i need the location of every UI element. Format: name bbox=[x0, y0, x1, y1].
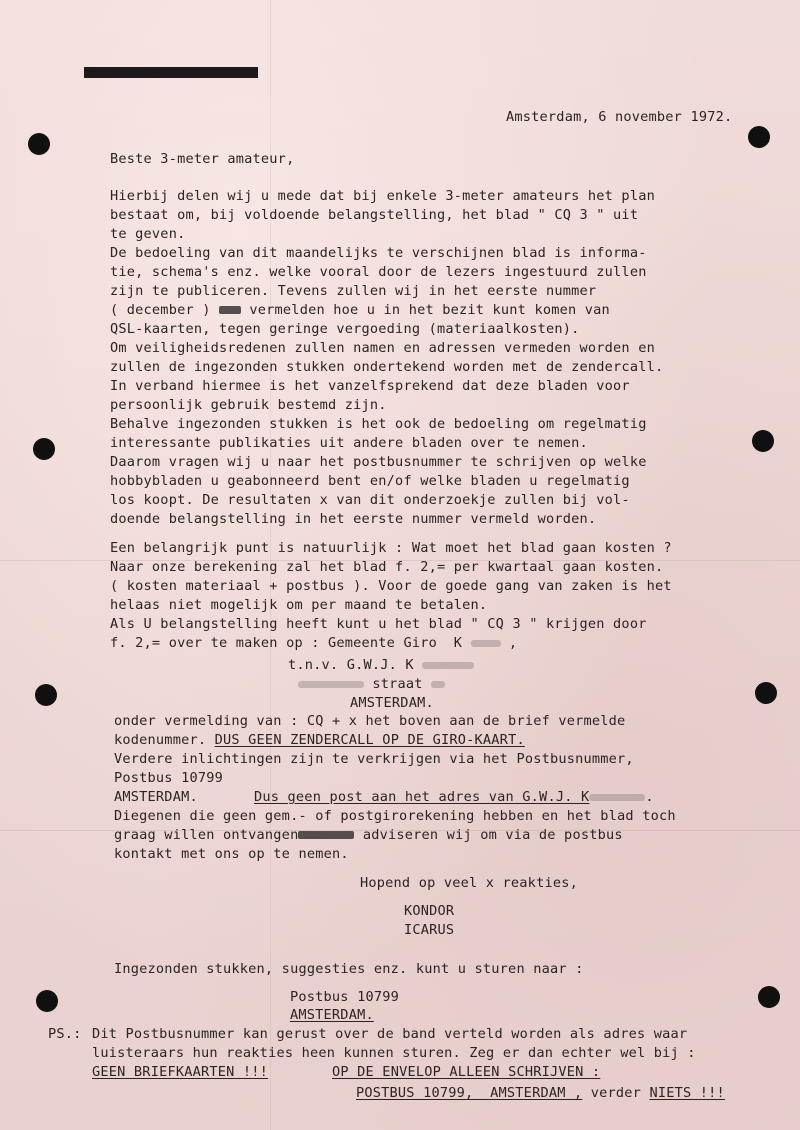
city-line-2: AMSTERDAM. bbox=[114, 789, 198, 805]
body-line: In verband hiermee is het vanzelfsprekend dat deze bladen voor bbox=[110, 378, 630, 394]
redaction-bar bbox=[84, 67, 258, 78]
body-line: persoonlijk gebruik bestemd zijn. bbox=[110, 397, 387, 413]
mention-part: graag willen ontvangen bbox=[114, 827, 299, 843]
postbus-line: Postbus 10799 bbox=[114, 770, 223, 786]
body-line: doende belangstelling in het eerste nummer vermeld worden. bbox=[110, 511, 597, 527]
account-holder-line bbox=[288, 656, 474, 675]
signatory-kondor: KONDOR bbox=[404, 903, 455, 919]
mention-line bbox=[114, 826, 623, 845]
mention-line bbox=[114, 731, 525, 750]
street-label: straat bbox=[372, 676, 423, 692]
punch-hole bbox=[755, 682, 777, 704]
no-mail-warning-line bbox=[254, 788, 654, 807]
city-line: AMSTERDAM. bbox=[350, 695, 434, 711]
body-line: interessante publikaties uit andere bladen over te nemen. bbox=[110, 435, 588, 451]
body-line: QSL-kaarten, tegen geringe vergoeding (materiaalkosten). bbox=[110, 321, 580, 337]
ps-line: Dit Postbusnummer kan gerust over de band verteld worden als adres waar bbox=[92, 1026, 688, 1042]
mention-line: Diegenen die geen gem.- of postgirorekening hebben en het blad toch bbox=[114, 808, 676, 824]
envelope-nothing: NIETS !!! bbox=[649, 1085, 725, 1101]
submissions-postbus: Postbus 10799 bbox=[290, 989, 399, 1005]
redacted-name bbox=[422, 662, 474, 669]
no-mail-period: . bbox=[645, 789, 654, 805]
cost-line: Naar onze berekening zal het blad f. 2,= per kwartaal gaan kosten. bbox=[110, 559, 664, 575]
body-line: te geven. bbox=[110, 226, 186, 242]
punch-hole bbox=[752, 430, 774, 452]
submissions-city: AMSTERDAM. bbox=[290, 1007, 374, 1023]
typed-over-smudge bbox=[298, 831, 354, 839]
giro-comma: , bbox=[508, 635, 518, 651]
date-line: Amsterdam, 6 november 1972. bbox=[506, 109, 733, 125]
envelope-address-line bbox=[356, 1084, 725, 1103]
punch-hole bbox=[36, 990, 58, 1012]
body-line-part: ( december ) bbox=[110, 302, 219, 318]
signatory-icarus: ICARUS bbox=[404, 922, 455, 938]
body-line: zijn te publiceren. Tevens zullen wij in het eerste nummer bbox=[110, 283, 597, 299]
street-line bbox=[298, 675, 445, 694]
ps-line: luisteraars hun reakties heen kunnen sturen. Zeg er dan echter wel bij : bbox=[92, 1045, 696, 1061]
submissions-line: Ingezonden stukken, suggesties enz. kunt u sturen naar : bbox=[114, 961, 584, 977]
redacted-housenumber bbox=[431, 681, 445, 688]
body-line: tie, schema's enz. welke vooral door de lezers ingestuurd zullen bbox=[110, 264, 647, 280]
body-line-part: vermelden hoe u in het bezit kunt komen van bbox=[249, 302, 610, 318]
body-line bbox=[110, 301, 610, 320]
mention-part: adviseren wij om via de postbus bbox=[354, 827, 623, 843]
redacted-number bbox=[471, 640, 501, 647]
no-callsign-warning: DUS GEEN ZENDERCALL OP DE GIRO-KAART. bbox=[214, 732, 525, 748]
body-line: Om veiligheidsredenen zullen namen en adressen vermeden worden en bbox=[110, 340, 655, 356]
cost-line: Een belangrijk punt is natuurlijk : Wat moet het blad gaan kosten ? bbox=[110, 540, 672, 556]
closing-line: Hopend op veel x reakties, bbox=[360, 875, 578, 891]
mention-line: kontakt met ons op te nemen. bbox=[114, 846, 349, 862]
body-line: zullen de ingezonden stukken ondertekend worden met de zendercall. bbox=[110, 359, 664, 375]
punch-hole bbox=[33, 438, 55, 460]
ps-label: PS.: bbox=[48, 1026, 82, 1042]
giro-line bbox=[110, 634, 517, 653]
punch-hole bbox=[748, 126, 770, 148]
redacted-street bbox=[298, 681, 364, 688]
cost-line: Als U belangstelling heeft kunt u het blad " CQ 3 " krijgen door bbox=[110, 616, 647, 632]
envelope-further: verder bbox=[582, 1085, 650, 1101]
giro-label: f. 2,= over te maken op : Gemeente Giro K bbox=[110, 635, 463, 651]
body-line: Behalve ingezonden stukken is het ook de bedoeling om regelmatig bbox=[110, 416, 647, 432]
body-line: Hierbij delen wij u mede dat bij enkele 3-meter amateurs het plan bbox=[110, 188, 655, 204]
mention-line: Verdere inlichtingen zijn te verkrijgen via het Postbusnummer, bbox=[114, 751, 634, 767]
body-line: hobbybladen u geabonneerd bent en/of welke bladen u regelmatig bbox=[110, 473, 630, 489]
typed-over-smudge bbox=[219, 306, 241, 314]
body-line: los koopt. De resultaten x van dit onderzoekje zullen bij vol- bbox=[110, 492, 630, 508]
mention-line: onder vermelding van : CQ + x het boven aan de brief vermelde bbox=[114, 713, 626, 729]
no-postcards-warning: GEEN BRIEFKAARTEN !!! bbox=[92, 1064, 269, 1080]
salutation: Beste 3-meter amateur, bbox=[110, 151, 295, 167]
envelope-instruction: OP DE ENVELOP ALLEEN SCHRIJVEN : bbox=[332, 1064, 601, 1080]
account-holder: t.n.v. G.W.J. K bbox=[288, 657, 414, 673]
punch-hole bbox=[758, 986, 780, 1008]
cost-line: ( kosten materiaal + postbus ). Voor de goede gang van zaken is het bbox=[110, 578, 672, 594]
cost-line: helaas niet mogelijk om per maand te betalen. bbox=[110, 597, 488, 613]
body-line: De bedoeling van dit maandelijks te verschijnen blad is informa- bbox=[110, 245, 647, 261]
punch-hole bbox=[35, 684, 57, 706]
redacted-name bbox=[589, 794, 645, 801]
body-line: bestaat om, bij voldoende belangstelling, het blad " CQ 3 " uit bbox=[110, 207, 639, 223]
envelope-address: POSTBUS 10799, AMSTERDAM , bbox=[356, 1085, 583, 1101]
body-line: Daarom vragen wij u naar het postbusnummer te schrijven op welke bbox=[110, 454, 647, 470]
mention-part: kodenummer. bbox=[114, 732, 215, 748]
punch-hole bbox=[28, 133, 50, 155]
no-mail-warning: Dus geen post aan het adres van G.W.J. K bbox=[254, 789, 590, 805]
